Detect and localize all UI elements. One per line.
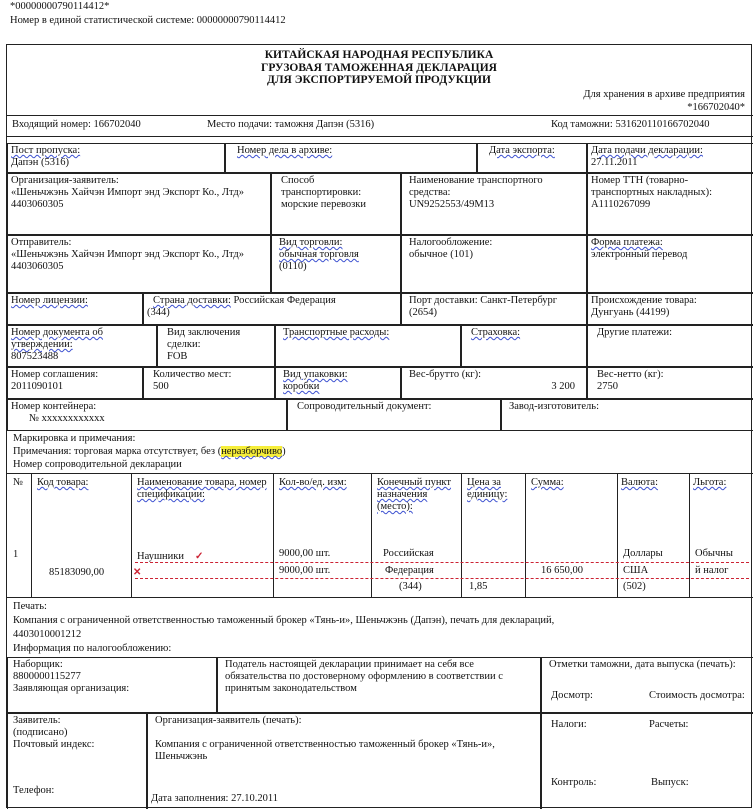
container-label: Номер контейнера: [11,401,97,412]
places-value: 500 [153,381,169,393]
sender-code: 4403060305 [11,261,64,273]
transport-label: Способ транспортировки: [281,175,362,199]
sender-cell [7,235,271,293]
title-line-1: КИТАЙСКАЯ НАРОДНАЯ РЕСПУБЛИКА [264,49,494,61]
tax-value: обычное (101) [409,249,473,261]
trade-value: обычная торговля [279,249,359,261]
factory-cell [501,399,753,431]
decl-date-label: Дата подачи декларации: [591,145,703,156]
row-benefit-1: Обычны [695,548,733,559]
payment-value: электронный перевод [591,249,688,261]
country-cell [143,293,401,325]
incoming-number: Входящий номер: 166702040 [12,119,141,130]
goods-table-bottom [7,597,753,598]
row-dest-2: Федерация [385,565,434,576]
net-label: Вес-нетто (кг): [597,369,664,380]
country-value: Российская Федерация [233,295,336,306]
row-currency-1: Доллары [623,548,663,559]
net-cell [587,367,753,399]
payment-cell [587,235,753,293]
insurance-cell [461,325,587,367]
license-label: Номер лицензии: [11,295,88,306]
postal-label: Почтовый индекс: [13,739,95,751]
gross-cell [401,367,587,399]
th-benefit: Льгота: [693,477,727,488]
stamp-code: 4403010001212 [13,629,82,640]
release-label: Выпуск: [651,777,689,788]
org-label: Организация-заявитель: [11,175,119,186]
th-name: Наименование товара, номер спецификации: [137,477,267,501]
net-value: 2750 [597,381,618,393]
accompany-label: Сопроводительный документ: [297,401,432,412]
case-cell [225,143,477,173]
row-dotted-line [135,578,749,579]
th-qty: Кол-во/ед. изм: [279,477,347,488]
ttn-label: Номер ТТН (товарно-транспортных накладных): [591,175,712,199]
statement-cell [217,657,541,713]
stamp-label: Печать: [13,601,47,612]
typist-label: Наборщик: [13,659,63,670]
th-code: Код товара: [37,477,89,488]
tax-label: Налогообложение: [409,237,493,248]
agreement-cell [7,367,143,399]
row-currency-3: (502) [623,581,646,592]
transport-cell [271,173,401,235]
export-date-cell [477,143,587,173]
tax-info: Информация по налогообложению: [13,643,172,654]
country-label: Страна доставки: [153,295,231,306]
transport-cost-cell [275,325,461,367]
decl-date-cell [587,143,753,173]
origin-cell [587,293,753,325]
row-benefit-2: й налог [695,565,729,576]
sender-value: «Шеньчжэнь Хайчэн Импорт энд Экспорт Ко., Лтд» [11,249,244,261]
notes-line [13,446,286,458]
container-cell [7,399,287,431]
tax-cell [401,235,587,293]
gross-value: 3 200 [551,381,575,393]
origin-value: Дунгуань (44199) [591,307,670,319]
edit-mark-icon: ✓ [195,551,204,562]
notes-suffix: ) [282,446,286,457]
deal-cell [157,325,275,367]
settlements-label: Расчеты: [649,719,689,730]
other-label: Другие платежи: [597,327,673,338]
country-code: (344) [147,307,170,319]
post-cell [7,143,225,173]
origin-label: Происхождение товара: [591,295,697,306]
places-label: Количество мест: [153,369,232,380]
col-sep [31,473,32,597]
org-code: 4403060305 [11,199,64,211]
trade-cell [271,235,401,293]
submission-place: Место подачи: таможня Дапэн (5316) [207,119,375,130]
factory-label: Завод-изготовитель: [509,401,599,412]
decl-date-value: 27.11.2011 [591,157,638,169]
insurance-label: Страховка: [471,327,521,338]
trade-code: (0110) [279,261,307,273]
col-sep [131,473,132,597]
approval-cell [7,325,157,367]
customs-marks-cell [541,657,753,713]
post-value: Дапэн (5316) [11,157,70,169]
control-label: Контроль: [551,777,597,788]
deal-label: Вид заключения сделки: [167,327,241,351]
agreement-value: 2011090101 [11,381,64,393]
title-line-3: ДЛЯ ЭКСПОРТИРУЕМОЙ ПРОДУКЦИИ [267,74,491,87]
package-label: Вид упаковки: [283,369,348,380]
th-num: № [13,477,24,488]
barcode-number: *00000000790114412* [10,1,110,12]
row-dotted-line [135,562,749,563]
row-qty-1: 9000,00 шт. [279,548,331,559]
trade-label: Вид торговли: [279,237,343,248]
container-value: № xxxxxxxxxxxx [29,413,105,425]
places-cell [143,367,275,399]
unified-number: Номер в единой статистической системе: 00000000790114412 [10,15,286,26]
other-cell [587,325,753,367]
row-price: 1,85 [469,581,488,592]
form-title [7,49,751,87]
package-cell [275,367,401,399]
applicant-label: Заявитель: [13,715,61,726]
sender-label: Отправитель: [11,237,72,248]
inspection-cost: Стоимость досмотра: [649,690,745,701]
customs-marks: Отметки таможни, дата выпуска (печать): [549,659,736,670]
port-cell [401,293,587,325]
approval-value: 807523488 [11,351,59,363]
archive-label: Для хранения в архиве предприятия [583,89,745,100]
typist-value: 8800000115277 [13,671,81,683]
accompany-cell [287,399,501,431]
agreement-label: Номер соглашения: [11,369,99,380]
case-label: Номер дела в архиве: [237,145,333,156]
th-dest: Конечный пункт назначения (место): [377,477,451,513]
row-dest-1: Российская [383,548,434,559]
stamp-company: Компания с ограниченной ответственностью таможенный брокер «Тянь-и», Шеньчжэнь (Дапэн), печать для деклараций, [13,615,555,626]
ttn-value: A1110267099 [591,199,651,211]
ttn-cell [587,173,753,235]
declaring-org: Заявляющая организация: [13,683,130,695]
row-dest-3: (344) [399,581,422,592]
vehicle-cell [401,173,587,235]
inspection-label: Досмотр: [551,690,593,701]
port-label: Порт доставки: Санкт-Петербург (2654) [409,295,558,319]
notes-prefix: Примечания: торговая марка отсутствует, без ( [13,446,222,457]
edit-mark-icon: ✕ [133,567,142,578]
fill-date: Дата заполнения: 27.10.2011 [151,793,278,804]
accompany-decl: Номер сопроводительной декларации [13,459,182,470]
org-stamp-value: Компания с ограниченной ответственностью таможенный брокер «Тянь-и», Шеньчжэнь [155,739,495,763]
notes-highlight: неразборчиво [221,446,283,457]
gross-label: Вес-брутто (кг): [409,369,482,380]
title-line-2: ГРУЗОВАЯ ТАМОЖЕННАЯ ДЕКЛАРАЦИЯ [261,61,497,74]
statement: Податель настоящей декларации принимает на себя все обязательства по достоверному оформлению в соответствии с принятым законодательством [225,659,503,695]
phone-label: Телефон: [13,785,55,796]
typist-cell [7,657,217,713]
deal-value: FOB [167,351,188,363]
th-currency: Валюта: [621,477,658,488]
vehicle-value: UN9252553/49M13 [409,199,495,211]
row-currency-2: США [623,565,649,576]
row-sum: 16 650,00 [541,565,583,576]
signed-label: (подписано) [13,727,68,739]
customs-code: Код таможни: 531620110166702040 [551,119,710,130]
org-value: «Шеньчжэнь Хайчэн Импорт энд Экспорт Ко., Лтд» [11,187,244,199]
archive-number: *166702040* [687,102,745,113]
th-price: Цена за единицу: [467,477,508,501]
transport-cost-label: Транспортные расходы: [283,327,390,338]
vehicle-label: Наименование транспортного средства: [409,175,543,199]
org-cell [7,173,271,235]
org-stamp-label: Организация-заявитель (печать): [155,715,302,726]
row-name: Наушники [137,551,185,562]
payment-label: Форма платежа: [591,237,663,248]
row-num: 1 [13,549,19,560]
package-value: коробки [283,381,320,393]
transport-value: морские перевозки [281,199,367,211]
th-sum: Сумма: [531,477,564,488]
export-date-label: Дата экспорта: [489,145,555,156]
row-code: 85183090,00 [49,567,105,578]
declaration-form [6,44,752,808]
taxes-label: Налоги: [551,719,587,730]
goods-table-top [7,473,753,474]
license-cell [7,293,143,325]
row-qty-2: 9000,00 шт. [279,565,331,576]
marking-label: Маркировка и примечания: [13,433,136,444]
approval-label: Номер документа об утверждении: [11,327,103,351]
post-label: Пост пропуска: [11,145,81,156]
